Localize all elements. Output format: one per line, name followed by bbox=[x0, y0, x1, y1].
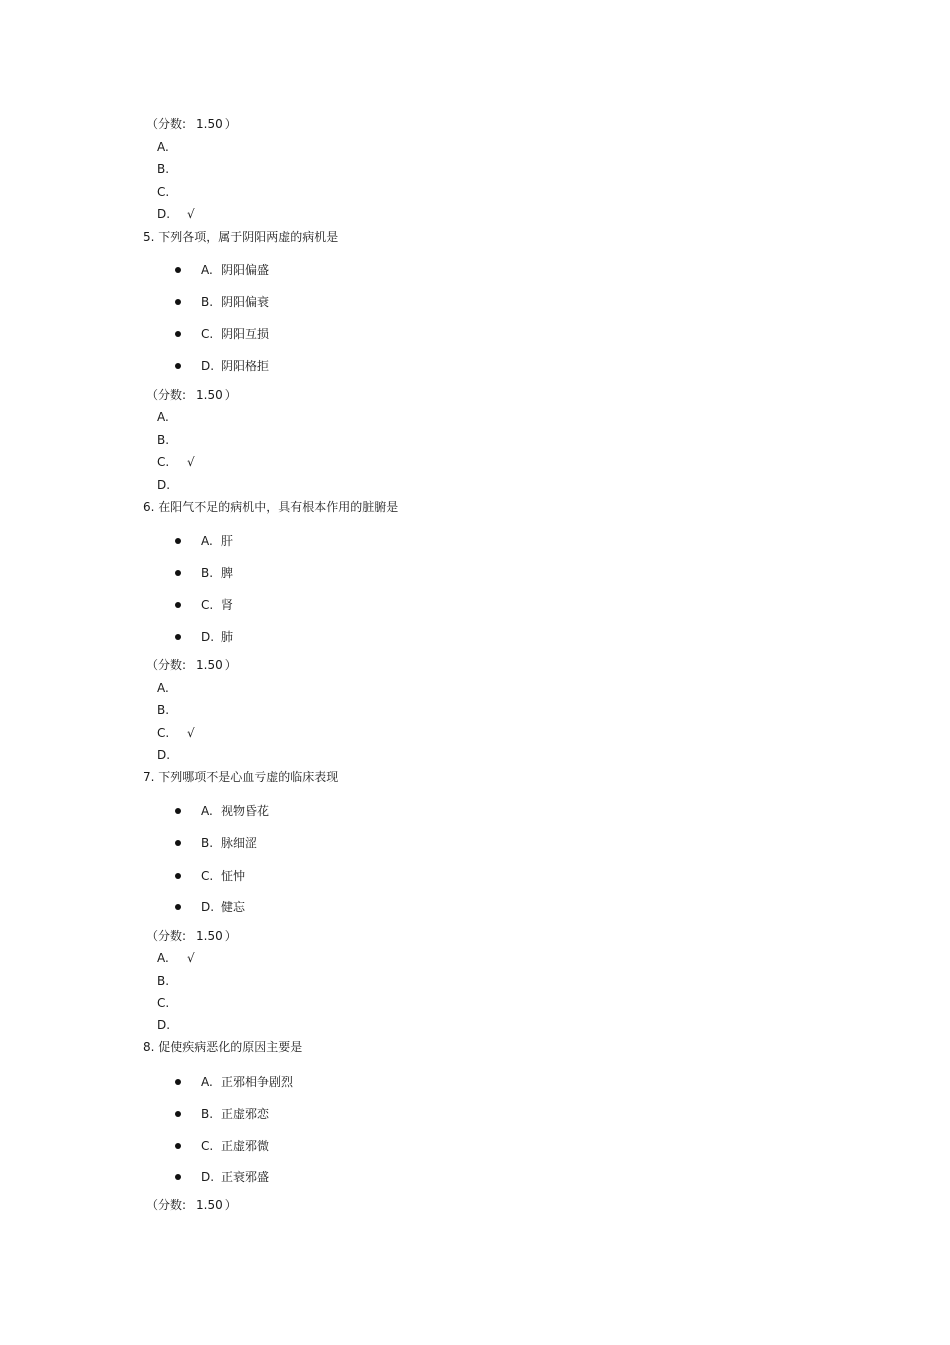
option-letter: D. bbox=[201, 1170, 215, 1184]
option-text: 肝 bbox=[221, 534, 234, 548]
option-text: 肺 bbox=[221, 630, 234, 644]
answer-letter: A. bbox=[157, 410, 169, 424]
option-letter: C. bbox=[201, 1139, 214, 1153]
score-close: ） bbox=[224, 388, 237, 402]
bullet-icon bbox=[175, 363, 181, 369]
option-letter: A. bbox=[201, 1075, 213, 1089]
q8-score bbox=[146, 1197, 237, 1213]
q7-answer-a bbox=[157, 950, 195, 966]
option-letter: A. bbox=[201, 804, 213, 818]
q7-answer-b bbox=[157, 973, 187, 989]
option-letter: C. bbox=[201, 327, 214, 341]
option-letter: D. bbox=[201, 900, 215, 914]
q6-answer-c bbox=[157, 725, 195, 741]
option-text: 怔忡 bbox=[221, 869, 246, 883]
q6-answer-a bbox=[157, 680, 187, 696]
q4-answer-b bbox=[157, 161, 187, 177]
q6-answer-b bbox=[157, 702, 187, 718]
check-mark: √ bbox=[187, 207, 195, 221]
option-text: 正虚邪微 bbox=[221, 1139, 270, 1153]
option-text: 健忘 bbox=[221, 900, 246, 914]
q5-answer-c bbox=[157, 454, 195, 470]
answer-letter: B. bbox=[157, 162, 170, 176]
answer-letter: B. bbox=[157, 703, 170, 717]
answer-letter: D. bbox=[157, 478, 171, 492]
q4-score bbox=[146, 116, 237, 132]
q5-question: 5. 下列各项，属于阴阳两虚的病机是 bbox=[143, 230, 339, 244]
bullet-icon bbox=[175, 299, 181, 305]
q7-score bbox=[146, 928, 237, 944]
score-label: （分数: bbox=[146, 929, 187, 943]
bullet-icon bbox=[175, 570, 181, 576]
score-close: ） bbox=[224, 929, 237, 943]
answer-letter: A. bbox=[157, 140, 169, 154]
option-text: 阴阳偏盛 bbox=[221, 263, 270, 277]
option-text: 脾 bbox=[221, 566, 234, 580]
option-letter: C. bbox=[201, 598, 214, 612]
answer-letter: C. bbox=[157, 455, 170, 469]
option-text: 阴阳格拒 bbox=[221, 359, 270, 373]
check-mark: √ bbox=[187, 455, 195, 469]
bullet-icon bbox=[175, 1143, 181, 1149]
check-mark: √ bbox=[187, 951, 195, 965]
q5-answer-a bbox=[157, 409, 187, 425]
bullet-icon bbox=[175, 904, 181, 910]
q7-question: 7. 下列哪项不是心血亏虚的临床表现 bbox=[143, 770, 339, 784]
option-text: 脉细涩 bbox=[221, 836, 258, 850]
answer-letter: A. bbox=[157, 951, 169, 965]
option-text: 正邪相争剧烈 bbox=[221, 1075, 294, 1089]
score-value: 1.50 bbox=[196, 658, 223, 672]
answer-letter: D. bbox=[157, 1018, 171, 1032]
option-letter: B. bbox=[201, 295, 214, 309]
q4-answer-d bbox=[157, 206, 195, 222]
answer-letter: D. bbox=[157, 748, 171, 762]
q7-answer-d bbox=[157, 1017, 187, 1033]
score-value: 1.50 bbox=[196, 1198, 223, 1212]
q4-answer-c bbox=[157, 184, 187, 200]
score-label: （分数: bbox=[146, 658, 187, 672]
answer-letter: C. bbox=[157, 996, 170, 1010]
option-text: 阴阳互损 bbox=[221, 327, 270, 341]
score-label: （分数: bbox=[146, 1198, 187, 1212]
q4-answer-a bbox=[157, 139, 187, 155]
bullet-icon bbox=[175, 808, 181, 814]
option-letter: B. bbox=[201, 566, 214, 580]
q5-answer-d bbox=[157, 477, 187, 493]
option-letter: B. bbox=[201, 836, 214, 850]
option-letter: D. bbox=[201, 359, 215, 373]
q6-answer-d bbox=[157, 747, 187, 763]
score-value: 1.50 bbox=[196, 388, 223, 402]
score-label: （分数: bbox=[146, 117, 187, 131]
bullet-icon bbox=[175, 1111, 181, 1117]
bullet-icon bbox=[175, 331, 181, 337]
bullet-icon bbox=[175, 873, 181, 879]
option-text: 阴阳偏衰 bbox=[221, 295, 270, 309]
bullet-icon bbox=[175, 1174, 181, 1180]
bullet-icon bbox=[175, 538, 181, 544]
q6-question: 6. 在阳气不足的病机中，具有根本作用的脏腑是 bbox=[143, 500, 399, 514]
bullet-icon bbox=[175, 602, 181, 608]
option-text: 肾 bbox=[221, 598, 234, 612]
check-mark: √ bbox=[187, 726, 195, 740]
bullet-icon bbox=[175, 634, 181, 640]
bullet-icon bbox=[175, 840, 181, 846]
score-close: ） bbox=[224, 1198, 237, 1212]
score-close: ） bbox=[224, 658, 237, 672]
option-text: 正衰邪盛 bbox=[221, 1170, 270, 1184]
option-text: 正虚邪恋 bbox=[221, 1107, 270, 1121]
option-text: 视物昏花 bbox=[221, 804, 270, 818]
q5-score bbox=[146, 387, 237, 403]
bullet-icon bbox=[175, 1079, 181, 1085]
q7-answer-c bbox=[157, 995, 187, 1011]
bullet-icon bbox=[175, 267, 181, 273]
score-label: （分数: bbox=[146, 388, 187, 402]
option-letter: B. bbox=[201, 1107, 214, 1121]
score-close: ） bbox=[224, 117, 237, 131]
score-value: 1.50 bbox=[196, 929, 223, 943]
option-letter: A. bbox=[201, 263, 213, 277]
option-letter: D. bbox=[201, 630, 215, 644]
answer-letter: D. bbox=[157, 207, 171, 221]
answer-letter: C. bbox=[157, 726, 170, 740]
answer-letter: A. bbox=[157, 681, 169, 695]
q6-score bbox=[146, 657, 237, 673]
option-letter: C. bbox=[201, 869, 214, 883]
answer-letter: B. bbox=[157, 433, 170, 447]
option-letter: A. bbox=[201, 534, 213, 548]
answer-letter: B. bbox=[157, 974, 170, 988]
answer-letter: C. bbox=[157, 185, 170, 199]
q8-question: 8. 促使疾病恶化的原因主要是 bbox=[143, 1040, 303, 1054]
q5-answer-b bbox=[157, 432, 187, 448]
score-value: 1.50 bbox=[196, 117, 223, 131]
